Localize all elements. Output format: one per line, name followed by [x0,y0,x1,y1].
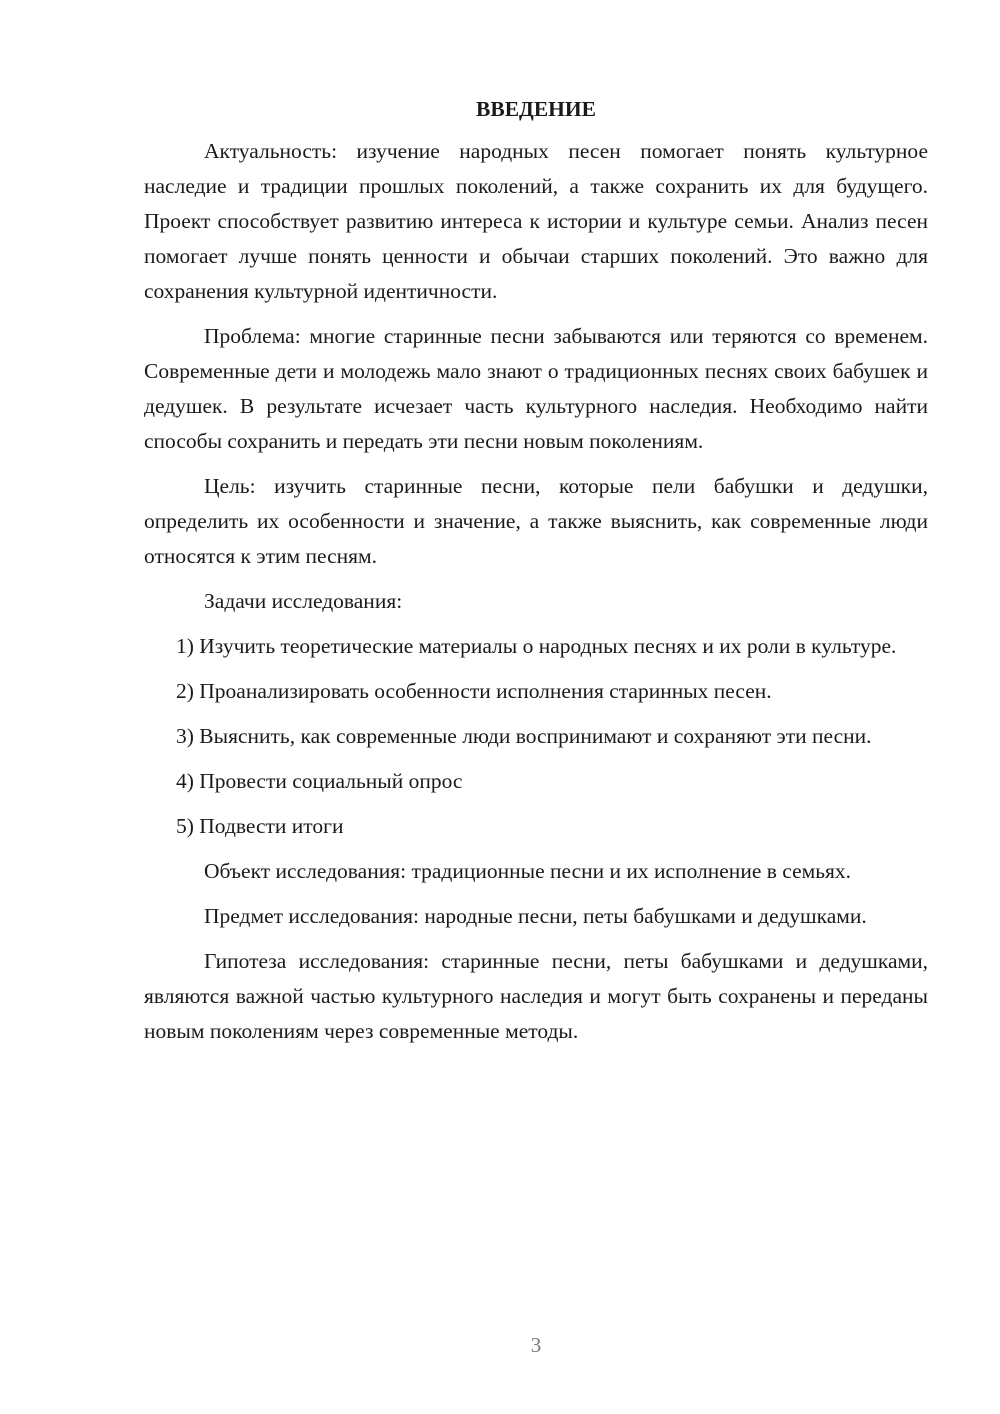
task-item-5: 5) Подвести итоги [176,814,344,838]
object-paragraph: Объект исследования: традиционные песни и их исполнение в семьях. [204,859,852,883]
relevance-paragraph: Актуальность: изучение народных песен помогает понять культурное наследие и традиции прошлых поколений, а также сохранить их для будущего. Проект способствует развитию интереса к истории и культуре семьи. Анализ песен помогает лучше понять ценности и обычаи старших поколений. Это важно для сохранения культурной идентичности. [144,139,928,303]
page-number: 3 [530,1333,542,1357]
problem-paragraph: Проблема: многие старинные песни забываются или теряются со временем. Современные дети и молодежь мало знают о традиционных песнях своих бабушек и дедушек. В результате исчезает часть культурного наследия. Необходимо найти способы сохранить и передать эти песни новым поколениям. [144,324,928,453]
section-title: ВВЕДЕНИЕ [476,97,596,121]
document-page [144,92,928,1059]
task-item-4: 4) Провести социальный опрос [176,769,463,793]
goal-paragraph: Цель: изучить старинные песни, которые пели бабушки и дедушки, определить их особенности и значение, а также выяснить, как современные люди относятся к этим песням. [144,474,928,568]
task-item-3: 3) Выяснить, как современные люди воспринимают и сохраняют эти песни. [176,724,872,748]
hypothesis-paragraph: Гипотеза исследования: старинные песни, петы бабушками и дедушками, являются важной частью культурного наследия и могут быть сохранены и переданы новым поколениям через современные методы. [144,949,928,1043]
task-item-1: 1) Изучить теоретические материалы о народных песнях и их роли в культуре. [176,634,897,658]
subject-paragraph: Предмет исследования: народные песни, петы бабушками и дедушками. [204,904,867,928]
task-item-2: 2) Проанализировать особенности исполнения старинных песен. [176,679,772,703]
tasks-heading: Задачи исследования: [204,589,403,613]
